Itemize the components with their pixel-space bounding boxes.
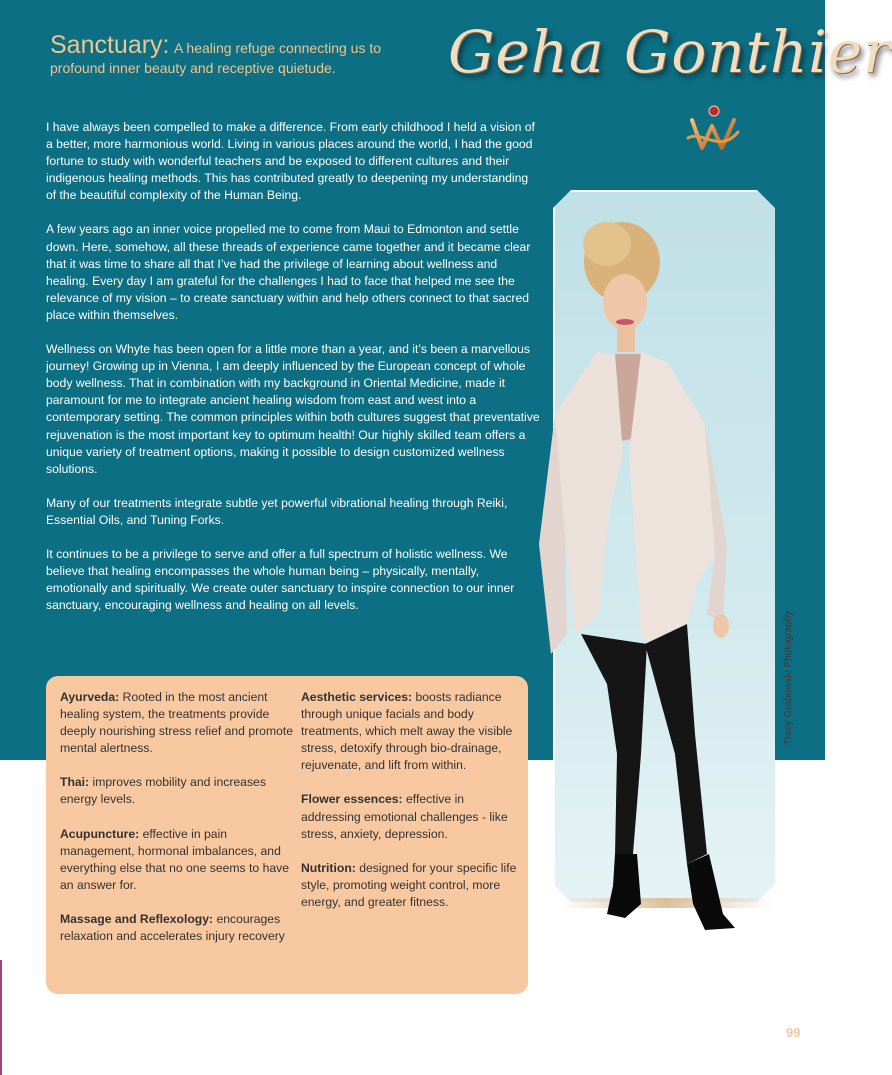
service-item <box>60 826 294 894</box>
service-name: Thai: <box>60 775 90 790</box>
services-column-right <box>301 689 519 928</box>
page-subtitle-line-2: profound inner beauty and receptive quietude. <box>50 60 336 76</box>
left-edge-rule <box>0 960 2 1075</box>
service-name: Flower essences: <box>301 792 403 807</box>
services-box <box>46 676 528 994</box>
wellness-w-logo-icon <box>684 104 740 156</box>
photo-credit: Tracy Grabowski Photography <box>783 610 794 745</box>
page-title: Sanctuary: <box>50 31 170 59</box>
services-column-left <box>60 689 294 962</box>
paragraph: It continues to be a privilege to serve and offer a full spectrum of holistic wellness. We believe that healing encompasses the whole human being – physically, mentally, emotionally and spiritually. We create outer sanctuary to inspire connection to our inner sanctuary, encouraging wellness and healing on all levels. <box>46 546 515 613</box>
paragraph: A few years ago an inner voice propelled me to come from Maui to Edmonton and settle down. Here, somehow, all these threads of experience came together and it became clear that it was time to share all that I’ve had the privilege of learning about wellness and healing. Every day I am grateful for the challenges I had to face that helped me see the relevance of my vision – to create sanctuary within and help others connect to that sacred place within themselves. <box>46 222 531 322</box>
service-description: boosts radiance through unique facials and body treatments, which melt away the visible stress, detoxify through bio-drainage, rejuvenate, and lift from within. <box>301 690 513 773</box>
service-name: Acupuncture: <box>60 826 140 841</box>
paragraph: Wellness on Whyte has been open for a little more than a year, and it’s been a marvellous journey! Growing up in Vienna, I am deeply influenced by the European concept of whole body wellness. That in combination with my background in Oriental Medicine, made it paramount for me to integrate ancient healing wisdom from east and west into a contemporary setting. The common principles within both cultures suggest that preventative rejuvenation is the most important key to optimum health! Our highly skilled team offers a unique variety of treatment options, making it possible to design customized wellness solutions. <box>46 342 540 476</box>
service-description: Rooted in the most ancient healing system, the treatments provide deeply nourishing stress relief and promote mental alertness. <box>60 690 294 756</box>
article-body <box>46 119 540 631</box>
paragraph: I have always been compelled to make a difference. From early childhood I held a vision of a better, more harmonious world. Living in various places around the world, I had the good fortune to study with wonderful teachers and be exposed to different cultures and their indigenous healing methods. This has contributed greatly to deepening my understanding of the beautiful complexity of the Human Being. <box>46 120 535 203</box>
portrait-photo <box>537 214 787 934</box>
signature: Geha Gonthier <box>448 18 892 86</box>
service-description: designed for your specific life style, promoting weight control, more energy, and greater fitness. <box>301 860 517 909</box>
page-number: 99 <box>786 1025 801 1040</box>
service-item <box>301 689 519 774</box>
service-description: effective in pain management, hormonal imbalances, and everything else that no one seems to have an answer for. <box>60 826 289 892</box>
service-name: Nutrition: <box>301 860 356 875</box>
service-description: improves mobility and increases energy levels. <box>60 775 266 807</box>
page-subtitle-line-1: A healing refuge connecting us to <box>173 40 382 56</box>
service-item <box>60 774 294 808</box>
paragraph: Many of our treatments integrate subtle yet powerful vibrational healing through Reiki, Essential Oils, and Tuning Forks. <box>46 495 508 527</box>
header <box>50 30 430 76</box>
service-description: encourages relaxation and accelerates injury recovery <box>60 911 285 944</box>
service-name: Massage and Reflexology: <box>60 911 214 926</box>
service-item <box>60 911 294 945</box>
service-item <box>60 689 294 757</box>
service-item <box>301 791 519 842</box>
service-item <box>301 860 519 911</box>
service-name: Aesthetic services: <box>301 690 413 704</box>
service-name: Ayurveda: <box>60 690 120 704</box>
service-description: effective in addressing emotional challenges - like stress, anxiety, depression. <box>301 792 508 841</box>
